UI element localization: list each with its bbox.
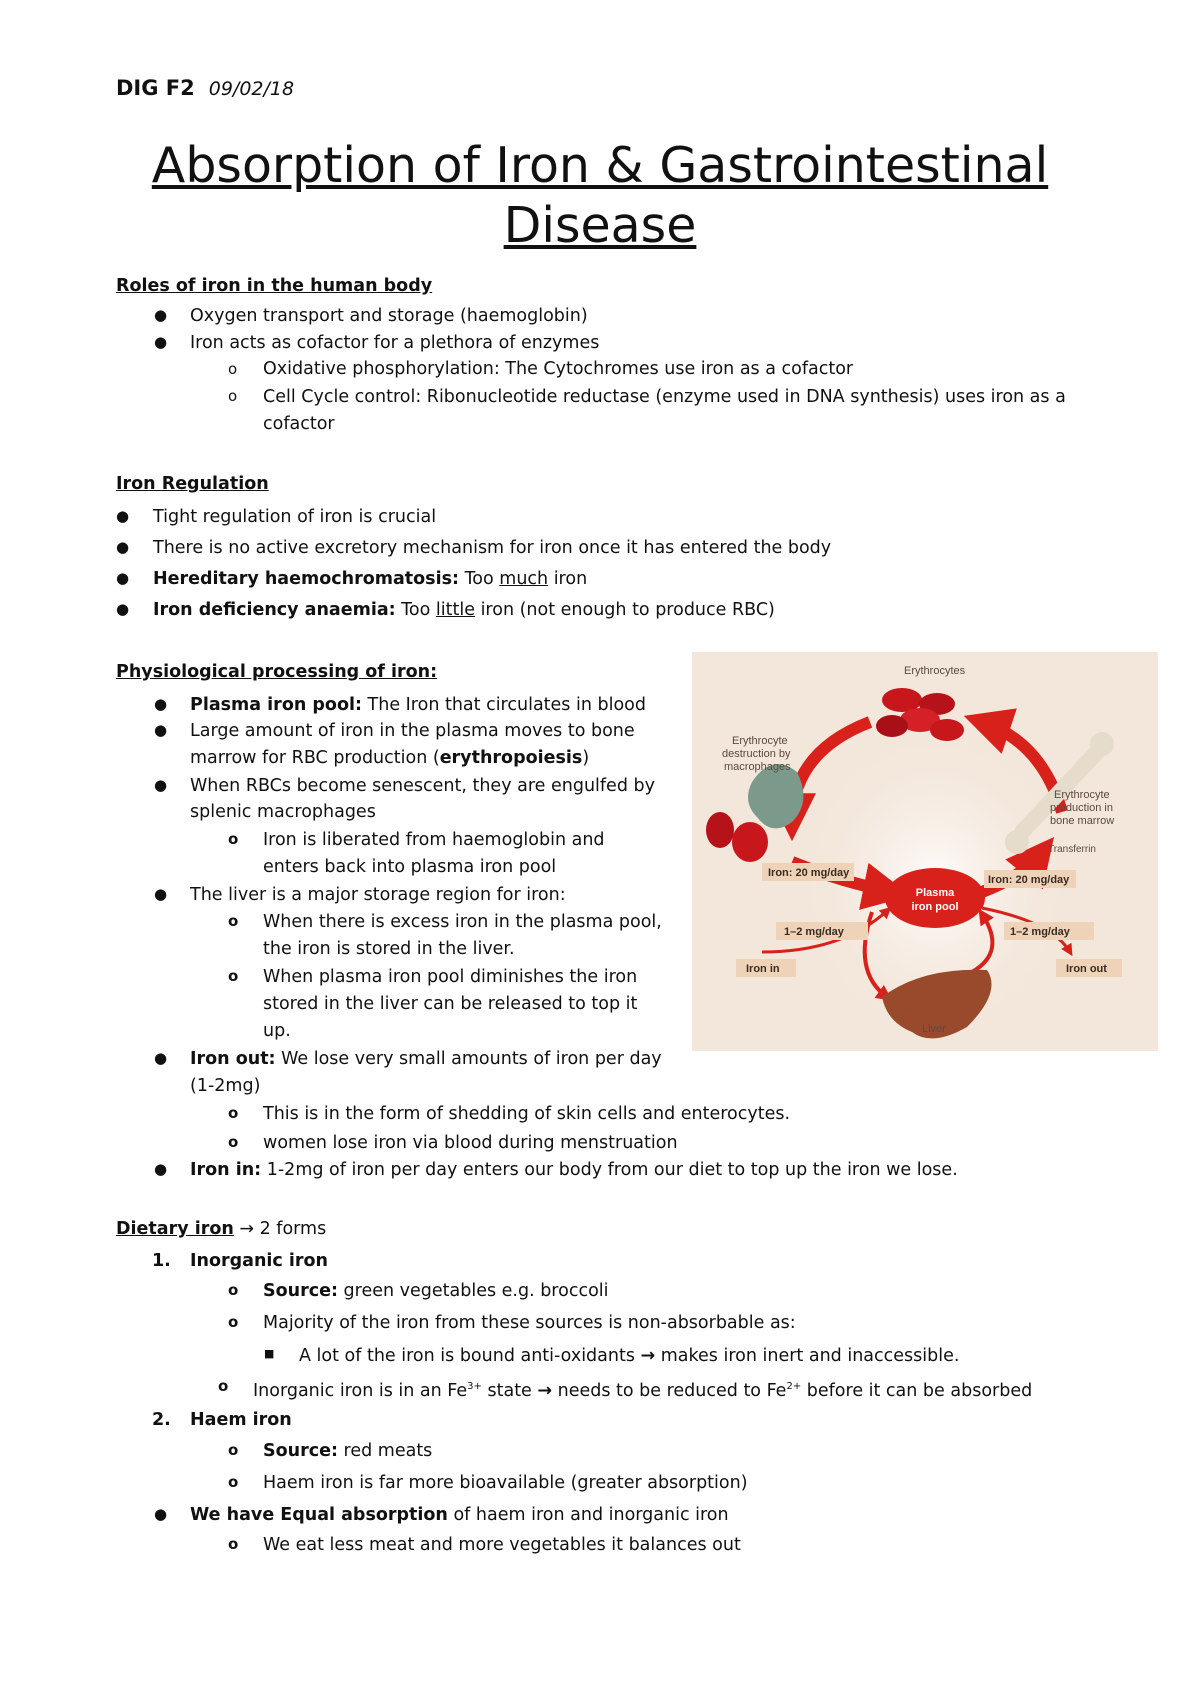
sub-list-item: Majority of the iron from these sources is non-absorbable as:: [263, 1313, 796, 1333]
sub-list-item: Haem iron is far more bioavailable (greater absorption): [263, 1473, 748, 1493]
list-item: Plasma iron pool: The Iron that circulates in blood: [190, 695, 646, 715]
label-destruction-1: Erythrocyte: [732, 735, 788, 747]
list-item: Iron deficiency anaemia: Too little iron (not enough to produce RBC): [153, 600, 775, 620]
list-item: Tight regulation of iron is crucial: [153, 507, 437, 527]
bullet-marker: ●: [116, 600, 130, 618]
label-production-1: Erythrocyte: [1054, 789, 1110, 801]
page-title: [100, 136, 1100, 256]
list-item: When RBCs become senescent, they are engulfed by: [190, 776, 655, 796]
sub-bullet-marker: o: [228, 1281, 239, 1299]
sub-list-item-cont: the iron is stored in the liver.: [263, 939, 515, 959]
label-iron-in: Iron in: [746, 963, 780, 975]
bullet-marker: ●: [154, 306, 168, 324]
label-iron-out: Iron out: [1066, 963, 1107, 975]
sub-list-item: Oxidative phosphorylation: The Cytochromes use iron as a cofactor: [263, 359, 854, 379]
square-marker: ■: [264, 1347, 275, 1360]
title-line-2: Disease: [503, 197, 697, 254]
label-mg-left: 1–2 mg/day: [784, 926, 844, 938]
sub-list-item-cont: up.: [263, 1021, 291, 1041]
sub-bullet-marker: o: [228, 1104, 239, 1122]
label-liver: Liver: [922, 1023, 946, 1035]
bullet-marker: ●: [154, 695, 168, 713]
label-pool-2: iron pool: [911, 901, 959, 913]
sub-list-item: Inorganic iron is in an $Fe^{3+}$ state → needs to be reduced to $Fe^{2+}$ before it can be absorbed: [253, 1380, 1033, 1401]
sub-list-item: Cell Cycle control: Ribonucleotide reductase (enzyme used in DNA synthesis) uses iron as a: [263, 387, 1066, 407]
bullet-marker: ●: [154, 776, 168, 794]
sub-bullet-marker: o: [228, 967, 239, 985]
section-heading-processing: Physiological processing of iron:: [116, 662, 438, 682]
sub-bullet-marker: o: [218, 1377, 229, 1395]
list-item: Iron out: We lose very small amounts of iron per day: [190, 1049, 662, 1069]
sub-bullet-marker: o: [228, 912, 239, 930]
bullet-marker: ●: [154, 333, 168, 351]
label-destruction-2: destruction by: [722, 748, 791, 760]
list-item: We have Equal absorption of haem iron and inorganic iron: [190, 1505, 729, 1525]
sub-bullet-marker: o: [228, 1441, 239, 1459]
list-item-cont: (1-2mg): [190, 1076, 261, 1096]
list-item: Haem iron: [190, 1410, 292, 1430]
list-item: Iron in: 1-2mg of iron per day enters our body from our diet to top up the iron we lose.: [190, 1160, 958, 1180]
label-iron-20-left: Iron: 20 mg/day: [768, 867, 850, 879]
sub-list-item-cont: cofactor: [263, 414, 335, 434]
sub-list-item: Source: green vegetables e.g. broccoli: [263, 1281, 609, 1301]
sub-bullet-marker: o: [228, 1535, 239, 1553]
label-pool-1: Plasma: [915, 887, 955, 899]
sub-bullet-marker: o: [228, 360, 238, 378]
sub-list-item: This is in the form of shedding of skin cells and enterocytes.: [263, 1104, 791, 1124]
label-production-3: bone marrow: [1050, 815, 1115, 827]
label-mg-right: 1–2 mg/day: [1010, 926, 1070, 938]
bullet-marker: ●: [116, 569, 130, 587]
number-marker: 2.: [152, 1410, 171, 1430]
label-erythrocytes: Erythrocytes: [904, 665, 966, 677]
sub-list-item: When plasma iron pool diminishes the iron: [263, 967, 638, 987]
sub-list-item: Source: red meats: [263, 1441, 433, 1461]
list-item: The liver is a major storage region for iron:: [190, 885, 566, 905]
document-header: [116, 76, 294, 100]
bullet-marker: ●: [154, 1160, 168, 1178]
bullet-marker: ●: [154, 1049, 168, 1067]
section-heading-dietary: Dietary iron → 2 forms: [116, 1219, 327, 1239]
sub-list-item: We eat less meat and more vegetables it balances out: [263, 1535, 741, 1555]
sub-bullet-marker: o: [228, 1473, 239, 1491]
sub-bullet-marker: o: [228, 387, 238, 405]
sub-bullet-marker: o: [228, 830, 239, 848]
number-marker: 1.: [152, 1251, 171, 1271]
bullet-marker: ●: [154, 721, 168, 739]
list-item: There is no active excretory mechanism for iron once it has entered the body: [153, 538, 832, 558]
label-production-2: production in: [1050, 802, 1113, 814]
document-date: 09/02/18: [208, 78, 295, 100]
list-item: Large amount of iron in the plasma moves to bone: [190, 721, 635, 741]
list-item: Inorganic iron: [190, 1251, 328, 1271]
list-item: Oxygen transport and storage (haemoglobin): [190, 306, 588, 326]
section-heading-roles: Roles of iron in the human body: [116, 276, 433, 296]
sub-list-item: women lose iron via blood during menstruation: [263, 1133, 678, 1153]
label-transferrin: Transferrin: [1048, 844, 1096, 855]
sub-list-item: Iron is liberated from haemoglobin and: [263, 830, 605, 850]
sub-bullet-marker: o: [228, 1313, 239, 1331]
bullet-marker: ●: [154, 1505, 168, 1523]
sub-list-item-cont: enters back into plasma iron pool: [263, 857, 557, 877]
list-item: Iron acts as cofactor for a plethora of enzymes: [190, 333, 600, 353]
sub-bullet-marker: o: [228, 1133, 239, 1151]
bullet-marker: ●: [154, 885, 168, 903]
bullet-marker: ●: [116, 507, 130, 525]
bullet-marker: ●: [116, 538, 130, 556]
title-line-1: Absorption of Iron & Gastrointestinal: [151, 137, 1049, 194]
label-destruction-3: macrophages: [724, 761, 791, 773]
label-iron-20-right: Iron: 20 mg/day: [988, 874, 1070, 886]
list-item-cont: marrow for RBC production (erythropoiesis): [190, 748, 590, 768]
iron-cycle-figure: [692, 652, 1158, 1051]
sub-list-item: When there is excess iron in the plasma pool,: [263, 912, 662, 932]
section-heading-regulation: Iron Regulation: [116, 474, 269, 494]
list-item-cont: splenic macrophages: [190, 802, 376, 822]
course-code: DIG F2: [116, 76, 195, 100]
list-item: Hereditary haemochromatosis: Too much iron: [153, 569, 588, 589]
sub-sub-list-item: A lot of the iron is bound anti-oxidants → makes iron inert and inaccessible.: [299, 1346, 960, 1366]
sub-list-item-cont: stored in the liver can be released to top it: [263, 994, 638, 1014]
